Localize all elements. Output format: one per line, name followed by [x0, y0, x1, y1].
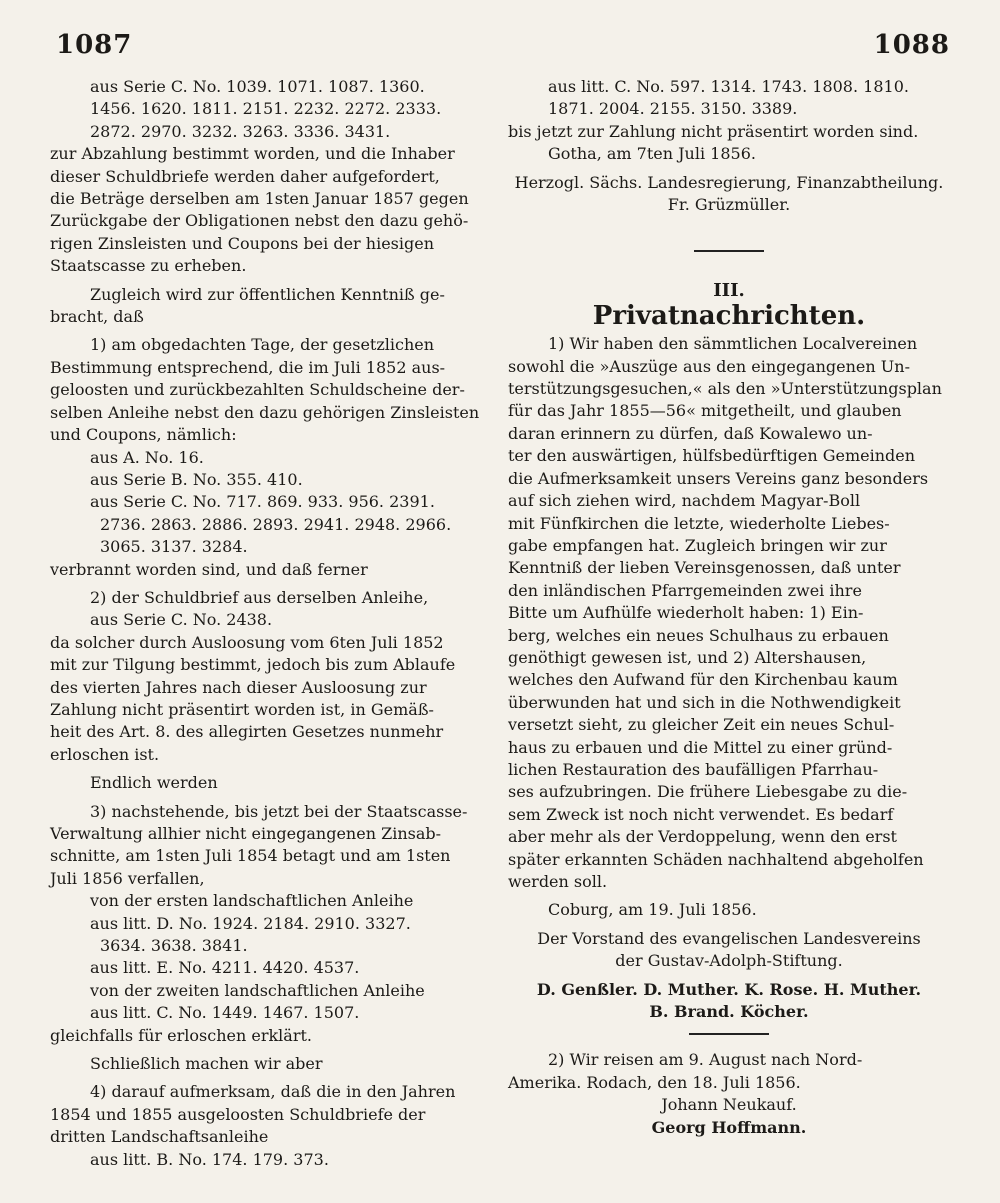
text-line: 2) Wir reisen am 9. August nach Nord-: [548, 1050, 863, 1070]
section-divider: [694, 250, 764, 252]
text-line: bis jetzt zur Zahlung nicht präsentirt worden sind.: [508, 121, 919, 141]
text-line: mit zur Tilgung bestimmt, jedoch bis zum Ablaufe: [50, 655, 456, 675]
text-line: haus zu erbauen und die Mittel zu einer gründ-: [508, 737, 893, 757]
text-line: Schließlich machen wir aber: [90, 1054, 323, 1074]
text-line: überwunden hat und sich in die Nothwendigkeit: [508, 692, 901, 712]
text-line: mit Fünfkirchen die letzte, wiederholte Liebes-: [508, 513, 890, 533]
text-line: sem Zweck ist noch nicht verwendet. Es bedarf: [508, 804, 894, 824]
text-line: Juli 1856 verfallen,: [50, 868, 205, 888]
text-line: des vierten Jahres nach dieser Ausloosung zur: [50, 677, 427, 697]
text-line: gleichfalls für erloschen erklärt.: [50, 1025, 312, 1045]
right-column: [508, 76, 950, 1139]
text-line: da solcher durch Ausloosung vom 6ten Juli 1852: [50, 632, 444, 652]
text-line: aus litt. C. No. 597. 1314. 1743. 1808. 1810.: [548, 77, 909, 96]
text-line: geloosten und zurückbezahlten Schuldscheine der-: [50, 380, 465, 400]
text-line: aus litt. D. No. 1924. 2184. 2910. 3327.: [90, 913, 411, 933]
text-line: welches den Aufwand für den Kirchenbau kaum: [508, 670, 898, 690]
text-line: 4) darauf aufmerksam, daß die in den Jahren: [90, 1082, 456, 1102]
text-line: für das Jahr 1855—56« mitgetheilt, und glauben: [508, 401, 902, 421]
text-line: versetzt sieht, zu gleicher Zeit ein neues Schul-: [508, 715, 895, 735]
dateline: Coburg, am 19. Juli 1856.: [548, 900, 757, 920]
text-line: 2872. 2970. 3232. 3263. 3336. 3431.: [90, 121, 391, 141]
text-line: 1871. 2004. 2155. 3150. 3389.: [548, 99, 798, 119]
text-line: Zugleich wird zur öffentlichen Kenntniß ge-: [90, 284, 445, 304]
text-line: von der ersten landschaftlichen Anleihe: [90, 891, 414, 911]
text-line: zur Abzahlung bestimmt worden, und die Inhaber: [50, 144, 455, 164]
text-line: sowohl die »Auszüge aus den eingegangenen Un-: [508, 356, 910, 376]
section-number: III.: [713, 280, 745, 302]
text-line: rigen Zinsleisten und Coupons bei der hiesigen: [50, 233, 435, 253]
signature-block: Der Vorstand des evangelischen Landesvereins: [537, 928, 921, 948]
text-line: dieser Schuldbriefe werden daher aufgefordert,: [50, 166, 440, 186]
authority-signature: Herzogl. Sächs. Landesregierung, Finanzabtheilung.: [514, 172, 944, 192]
text-line: Amerika. Rodach, den 18. Juli 1856.: [508, 1072, 801, 1092]
text-line: aus litt. E. No. 4211. 4420. 4537.: [90, 958, 360, 978]
text-line: Bestimmung entsprechend, die im Juli 1852 aus-: [50, 357, 446, 377]
text-line: auf sich ziehen wird, nachdem Magyar-Boll: [508, 491, 861, 511]
text-line: 1456. 1620. 1811. 2151. 2232. 2272. 2333.: [90, 99, 442, 119]
text-line: Verwaltung allhier nicht eingegangenen Zinsab-: [50, 824, 442, 843]
text-line: aus A. No. 16.: [90, 447, 204, 467]
text-line: später erkannten Schäden nachhaltend abgeholfen: [508, 849, 924, 869]
text-line: aber mehr als der Verdoppelung, wenn den erst: [508, 827, 897, 847]
text-line: 1854 und 1855 ausgeloosten Schuldbriefe der: [50, 1104, 426, 1124]
text-line: 3065. 3137. 3284.: [100, 537, 248, 557]
text-line: und Coupons, nämlich:: [50, 425, 237, 445]
text-line: lichen Restauration des baufälligen Pfarrhau-: [508, 759, 879, 779]
text-line: dritten Landschaftsanleihe: [50, 1127, 269, 1147]
text-line: genöthigt gewesen ist, und 2) Altershausen,: [508, 647, 867, 667]
text-line: 1) am obgedachten Tage, der gesetzlichen: [90, 335, 435, 355]
text-line: den inländischen Pfarrgemeinden zwei ihre: [508, 580, 862, 600]
text-line: von der zweiten landschaftlichen Anleihe: [90, 980, 425, 1000]
text-line: 2) der Schuldbrief aus derselben Anleihe,: [90, 587, 429, 607]
page-number-right: 1088: [873, 30, 950, 60]
text-line: daran erinnern zu dürfen, daß Kowalewo un-: [508, 423, 873, 443]
text-line: schnitte, am 1sten Juli 1854 betagt und am 1sten: [50, 846, 451, 866]
text-line: die Aufmerksamkeit unsers Vereins ganz besonders: [508, 468, 929, 488]
text-line: heit des Art. 8. des allegirten Gesetzes nunmehr: [50, 722, 444, 742]
signatory-name: Georg Hoffmann.: [651, 1117, 807, 1137]
text-line: aus Serie C. No. 717. 869. 933. 956. 2391.: [90, 492, 435, 512]
text-line: ter den auswärtigen, hülfsbedürftigen Gemeinden: [508, 446, 916, 466]
signatory-names: D. Genßler. D. Muther. K. Rose. H. Muther.: [536, 979, 922, 999]
text-line: erloschen ist.: [50, 744, 160, 764]
text-line: Staatscasse zu erheben.: [50, 256, 247, 276]
text-line: ses aufzubringen. Die frühere Liebesgabe zu die-: [508, 782, 908, 802]
text-line: gabe empfangen hat. Zugleich bringen wir zur: [508, 535, 887, 555]
text-line: aus Serie B. No. 355. 410.: [90, 469, 303, 489]
text-line: selben Anleihe nebst den dazu gehörigen Zinsleisten: [50, 402, 480, 422]
signatory-name: Fr. Grüzmüller.: [667, 195, 791, 215]
text-line: Kenntniß der lieben Vereinsgenossen, daß unter: [508, 558, 901, 578]
text-line: terstützungsgesuchen,« als den »Unterstützungsplan: [508, 379, 942, 399]
signature-block: der Gustav-Adolph-Stiftung.: [615, 951, 843, 971]
signatory-name: Johann Neukauf.: [661, 1095, 797, 1115]
left-column: [50, 76, 490, 1171]
text-line: Zahlung nicht präsentirt worden ist, in Gemäß-: [50, 699, 434, 719]
text-line: bracht, daß: [50, 307, 144, 327]
text-line: Endlich werden: [90, 773, 218, 793]
page-number-left: 1087: [56, 30, 133, 60]
text-line: aus litt. B. No. 174. 179. 373.: [90, 1149, 329, 1169]
text-line: Bitte um Aufhülfe wiederholt haben: 1) Ein-: [508, 603, 864, 623]
signatory-names: B. Brand. Köcher.: [649, 1002, 809, 1022]
section-title: Privatnachrichten.: [592, 300, 866, 331]
text-line: werden soll.: [508, 872, 608, 891]
text-line: Zurückgabe der Obligationen nebst den dazu gehö-: [50, 211, 469, 231]
text-line: 2736. 2863. 2886. 2893. 2941. 2948. 2966.: [100, 514, 452, 534]
text-line: aus Serie C. No. 2438.: [90, 610, 273, 630]
text-line: 3) nachstehende, bis jetzt bei der Staatscasse-: [90, 801, 468, 821]
text-line: verbrannt worden sind, und daß ferner: [50, 559, 368, 579]
text-line: die Beträge derselben am 1sten Januar 1857 gegen: [50, 189, 469, 209]
dateline: Gotha, am 7ten Juli 1856.: [548, 144, 756, 164]
text-line: aus litt. C. No. 1449. 1467. 1507.: [90, 1003, 360, 1023]
text-line: 3634. 3638. 3841.: [100, 936, 248, 956]
text-line: aus Serie C. No. 1039. 1071. 1087. 1360.: [90, 77, 425, 96]
text-line: 1) Wir haben den sämmtlichen Localvereinen: [548, 334, 918, 354]
text-line: berg, welches ein neues Schulhaus zu erbauen: [508, 625, 889, 645]
section-divider: [689, 1033, 769, 1035]
